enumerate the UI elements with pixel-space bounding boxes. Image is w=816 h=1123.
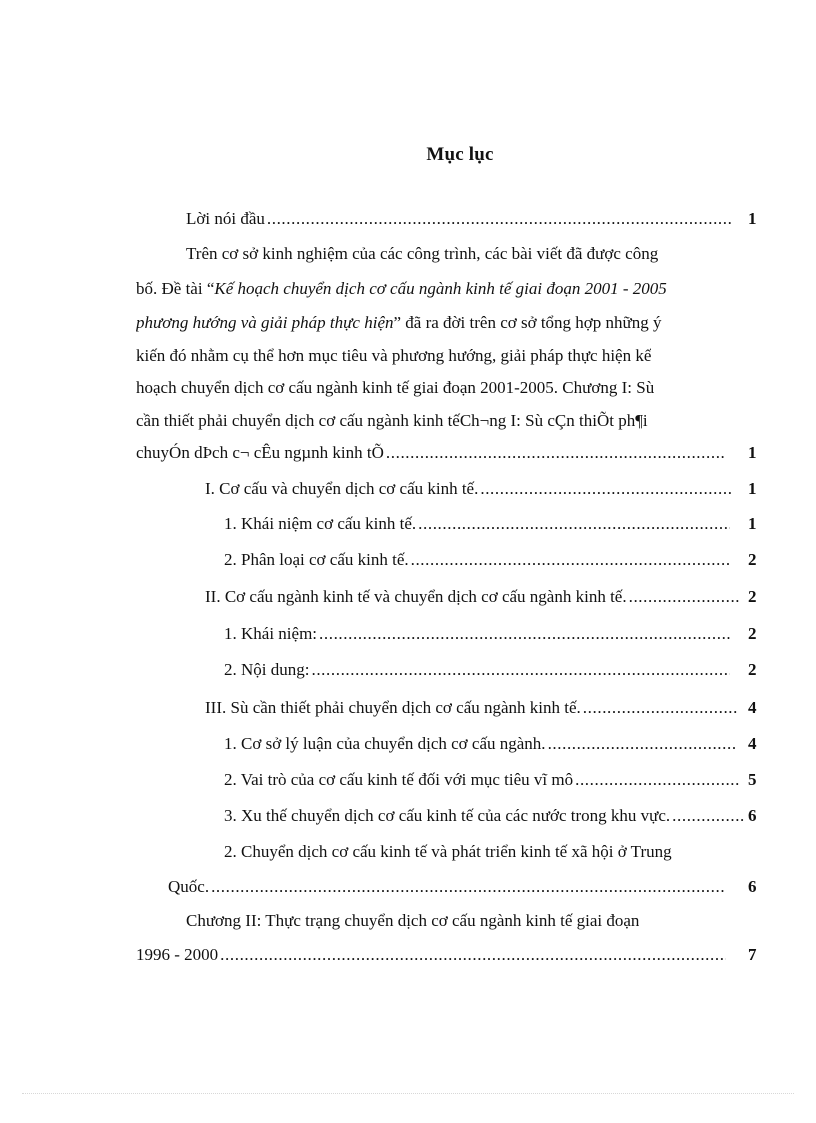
toc-entry-3-2[interactable] — [224, 770, 742, 790]
toc-page-number: 2 — [748, 660, 757, 679]
toc-entry-3-1[interactable] — [224, 734, 738, 754]
toc-entry-1-1[interactable] — [224, 514, 732, 534]
toc-page-number: 2 — [748, 624, 757, 643]
dot-leader — [211, 877, 726, 897]
toc-entry-label: Lời nói đầu — [186, 209, 265, 228]
toc-entry-label: III. Sù cần thiết phải chuyển dịch cơ cấu ngành kinh tế. — [205, 698, 581, 717]
toc-entry-1-2[interactable] — [224, 550, 732, 570]
dot-leader — [220, 945, 726, 965]
paragraph-text: ” đã ra đời trên cơ sở tổng hợp những ý — [393, 313, 662, 332]
toc-entry-label: 1. Cơ sở lý luận của chuyển dịch cơ cấu ngành. — [224, 734, 546, 753]
toc-page-number: 1 — [748, 479, 757, 498]
toc-page-number: 1 — [748, 443, 757, 462]
toc-entry-label: 2. Phân loại cơ cấu kinh tế. — [224, 550, 409, 569]
paragraph-line — [136, 279, 667, 299]
toc-entry-chapter2[interactable] — [136, 945, 728, 965]
toc-entry-label: Quốc. — [168, 877, 210, 896]
toc-entry-label: I. Cơ cấu và chuyển dịch cơ cấu kinh tế. — [205, 479, 479, 498]
toc-entry-2-2[interactable] — [224, 660, 732, 680]
toc-page-number: 1 — [748, 209, 757, 228]
toc-entry-chapter2-line1[interactable]: Chương II: Thực trạng chuyển dịch cơ cấu ngành kinh tế giai đoạn — [186, 911, 640, 930]
toc-entry-section-3[interactable] — [205, 698, 741, 718]
dot-leader — [575, 770, 740, 790]
toc-page-number: 4 — [748, 698, 757, 717]
paragraph-line: hoạch chuyển dịch cơ cấu ngành kinh tế giai đoạn 2001-2005. Chương I: Sù — [136, 378, 655, 397]
dot-leader — [386, 443, 726, 463]
toc-entry-2-1[interactable] — [224, 624, 732, 644]
project-title-italic: phương hướng và giải pháp thực hiện — [136, 313, 394, 332]
toc-entry-label: 1. Khái niệm cơ cấu kinh tế. — [224, 514, 417, 533]
paragraph-line: Trên cơ sở kinh nghiệm của các công trình, các bài viết đã được công — [186, 244, 659, 263]
toc-page-number: 1 — [748, 514, 757, 533]
toc-entry-label: chuyÓn dÞch c¬ cÊu ngµnh kinh tÕ — [136, 443, 384, 462]
page-footer-divider — [22, 1093, 794, 1094]
dot-leader — [267, 209, 732, 229]
page-title: Mục lục — [426, 144, 494, 165]
toc-page-number: 7 — [748, 945, 757, 964]
toc-page-number: 6 — [748, 877, 757, 896]
dot-leader — [583, 698, 739, 718]
toc-page-number: 6 — [748, 806, 757, 825]
toc-entry-3-4-line1[interactable]: 2. Chuyển dịch cơ cấu kinh tế và phát triển kinh tế xã hội ở Trung — [224, 842, 672, 861]
toc-entry-label: 3. Xu thế chuyển dịch cơ cấu kinh tế của các nước trong khu vực. — [224, 806, 671, 825]
toc-entry-section-1[interactable] — [205, 479, 733, 499]
toc-page-number: 4 — [748, 734, 757, 753]
toc-entry-label: 2. Vai trò của cơ cấu kinh tế đối với mục tiêu vĩ mô — [224, 770, 574, 789]
dot-leader — [411, 550, 730, 570]
dot-leader — [480, 479, 731, 499]
paragraph-line: kiến đó nhằm cụ thể hơn mục tiêu và phương hướng, giải pháp thực hiện kế — [136, 346, 652, 365]
toc-page-number: 2 — [748, 550, 757, 569]
toc-entry-label: 1. Khái niệm: — [224, 624, 318, 643]
toc-page-number: 5 — [748, 770, 757, 789]
paragraph-text: bố. Đề tài “ — [136, 279, 215, 298]
dot-leader — [672, 806, 744, 826]
paragraph-line — [136, 313, 662, 333]
toc-entry-3-4[interactable] — [168, 877, 728, 897]
toc-entry-section-2[interactable] — [205, 587, 743, 607]
dot-leader — [311, 660, 730, 680]
dot-leader — [629, 587, 741, 607]
toc-entry-intro[interactable] — [186, 209, 734, 229]
toc-entry-chapter1[interactable] — [136, 443, 728, 463]
toc-entry-label: 2. Nội dung: — [224, 660, 310, 679]
toc-entry-label: 1996 - 2000 — [136, 945, 219, 964]
paragraph-line: cần thiết phải chuyển dịch cơ cấu ngành kinh tếCh¬ng I: Sù cÇn thiÕt ph¶i — [136, 411, 648, 430]
toc-entry-label: II. Cơ cấu ngành kinh tế và chuyển dịch cơ cấu ngành kinh tế. — [205, 587, 627, 606]
toc-entry-3-3[interactable] — [224, 806, 746, 826]
dot-leader — [319, 624, 730, 644]
project-title-italic: Kế hoạch chuyển dịch cơ cấu ngành kinh tế giai đoạn 2001 - 2005 — [214, 279, 667, 298]
dot-leader — [418, 514, 730, 534]
dot-leader — [548, 734, 736, 754]
toc-page-number: 2 — [748, 587, 757, 606]
